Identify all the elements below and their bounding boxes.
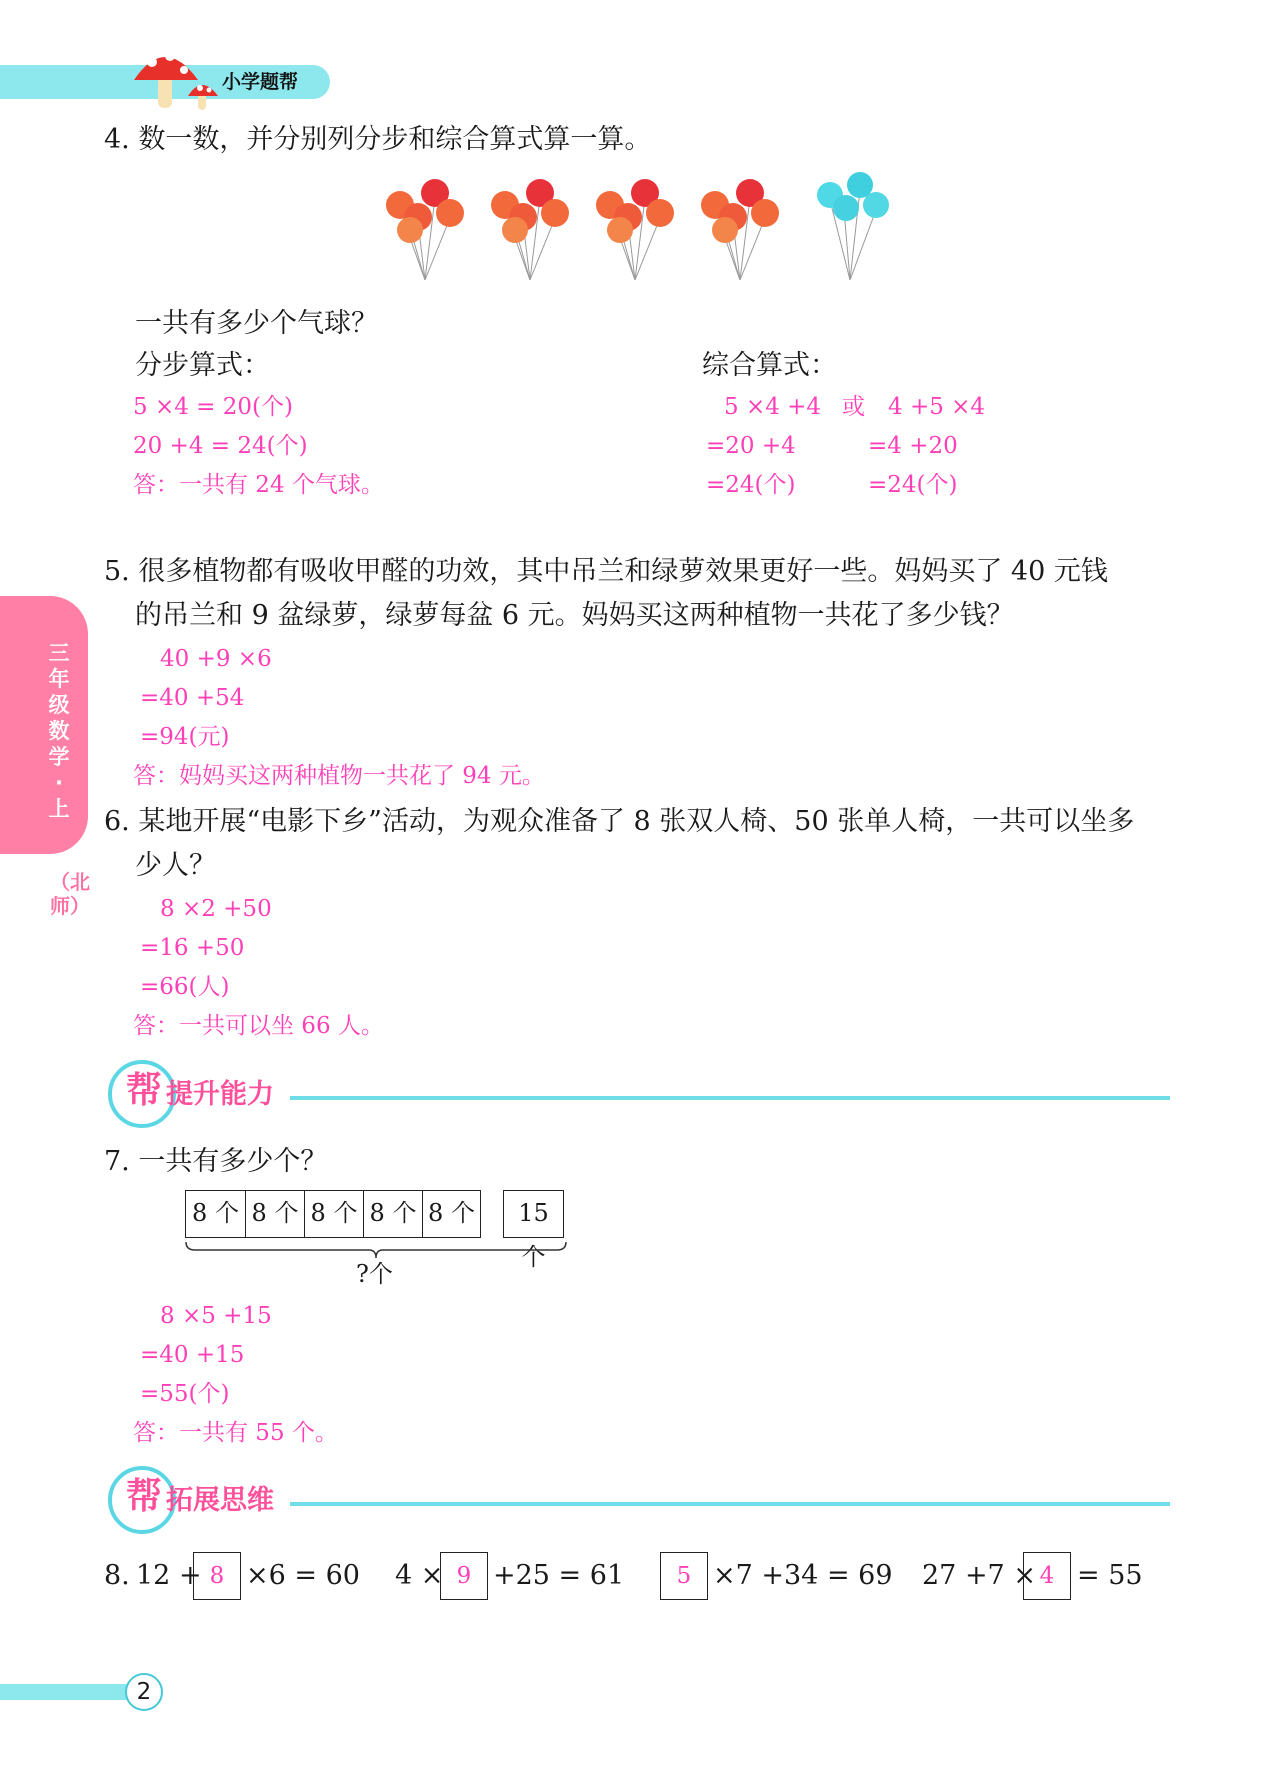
q6-line-2: 少人？ <box>135 850 216 881</box>
q8-e2-pre: 4 × <box>395 1560 444 1591</box>
q8-e4-post: = 55 <box>1077 1560 1143 1591</box>
q7-cell-3: 8 个 <box>304 1191 363 1237</box>
q7-cell-2: 8 个 <box>245 1191 304 1237</box>
q7-answer-1: 8 ×5 +15 <box>160 1303 272 1329</box>
mushroom-icon <box>128 40 223 115</box>
q5-line-2: 的吊兰和 9 盆绿萝，绿萝每盆 6 元。妈妈买这两种植物一共花了多少钱？ <box>135 600 1014 631</box>
q7-cell-4: 8 个 <box>363 1191 422 1237</box>
q4-combined-a-3: =24(个) <box>706 472 796 498</box>
section-2-title: 拓展思维 <box>166 1485 274 1516</box>
q7-brace-label: ?个 <box>356 1260 393 1288</box>
q6-answer-2: =16 +50 <box>140 935 245 961</box>
q4-question: 一共有多少个气球？ <box>135 308 378 339</box>
q4-combined-label: 综合算式： <box>702 350 837 381</box>
q4-step-answer: 答：一共有 24 个气球。 <box>133 472 384 498</box>
q4-step-line-2: 20 +4 = 24(个) <box>133 433 308 459</box>
q7-cell-1: 8 个 <box>192 1199 239 1227</box>
q6-answer-1: 8 ×2 +50 <box>160 896 272 922</box>
q4-stem: 4. 数一数，并分别列分步和综合算式算一算。 <box>104 124 652 155</box>
q5-line-1: 5. 很多植物都有吸收甲醛的功效，其中吊兰和绿萝效果更好一些。妈妈买了 40 元钱 <box>104 556 1108 587</box>
brand-title: 小学题帮 <box>222 71 299 93</box>
q5-answer-3: =94(元) <box>140 724 230 750</box>
q4-step-label: 分步算式： <box>135 350 270 381</box>
q4-combined-b-1: 4 +5 ×4 <box>888 394 986 420</box>
q7-answer-4: 答：一共有 55 个。 <box>133 1420 338 1446</box>
side-grade-text: 三年级数学·上 <box>48 641 70 821</box>
section-2-char: 帮 <box>126 1476 163 1517</box>
q4-combined-b-2: =4 +20 <box>868 433 958 459</box>
section-1-char: 帮 <box>126 1070 163 1111</box>
q6-answer-4: 答：一共可以坐 66 人。 <box>133 1013 384 1039</box>
balloon-bunch-1 <box>386 179 464 280</box>
q7-answer-3: =55(个) <box>140 1381 230 1407</box>
page-number: 2 <box>125 1673 163 1711</box>
balloons-illustration <box>380 170 920 290</box>
q4-step-line-1: 5 ×4 = 20(个) <box>133 394 293 420</box>
side-edition-text: （北师） <box>50 870 90 918</box>
section-2-line <box>290 1502 1170 1506</box>
q8-e4-fill: 4 <box>1023 1552 1071 1600</box>
balloon-bunch-4 <box>701 179 779 280</box>
q7-bar <box>185 1190 481 1238</box>
q8-e1-post: ×6 = 60 <box>246 1560 360 1591</box>
q7-stem: 7. 一共有多少个？ <box>104 1146 328 1177</box>
q4-or-word: 或 <box>842 394 865 420</box>
q7-cell-5: 8 个 <box>422 1191 480 1237</box>
q5-answer-4: 答：妈妈买这两种植物一共花了 94 元。 <box>133 763 545 789</box>
q8-e3-fill: 5 <box>660 1552 708 1600</box>
q5-answer-1: 40 +9 ×6 <box>160 646 272 672</box>
q8-e2-fill: 9 <box>440 1552 488 1600</box>
balloon-bunch-2 <box>491 179 569 280</box>
page-bar <box>0 1684 140 1700</box>
q8-e3-post: ×7 +34 = 69 <box>713 1560 893 1591</box>
q5-answer-2: =40 +54 <box>140 685 245 711</box>
q8-label: 8. <box>104 1560 130 1591</box>
q8-e4-pre: 27 +7 × <box>922 1560 1036 1591</box>
q8-e1-pre: 12 + <box>136 1560 202 1591</box>
q6-line-1: 6. 某地开展“电影下乡”活动，为观众准备了 8 张双人椅、50 张单人椅，一共可以坐多 <box>104 806 1135 837</box>
q4-combined-b-3: =24(个) <box>868 472 958 498</box>
section-1-line <box>290 1096 1170 1100</box>
balloon-bunch-5 <box>817 172 889 280</box>
q7-answer-2: =40 +15 <box>140 1342 245 1368</box>
q8-e1-fill: 8 <box>193 1552 241 1600</box>
q8-e2-post: +25 = 61 <box>493 1560 625 1591</box>
section-1-title: 提升能力 <box>166 1079 274 1110</box>
q4-combined-a-2: =20 +4 <box>706 433 796 459</box>
q6-answer-3: =66(人) <box>140 974 230 1000</box>
side-grade-tab <box>0 596 88 854</box>
q4-combined-a-1: 5 ×4 +4 <box>724 394 822 420</box>
q7-extra-cell: 15 个 <box>503 1190 564 1238</box>
balloon-bunch-3 <box>596 179 674 280</box>
